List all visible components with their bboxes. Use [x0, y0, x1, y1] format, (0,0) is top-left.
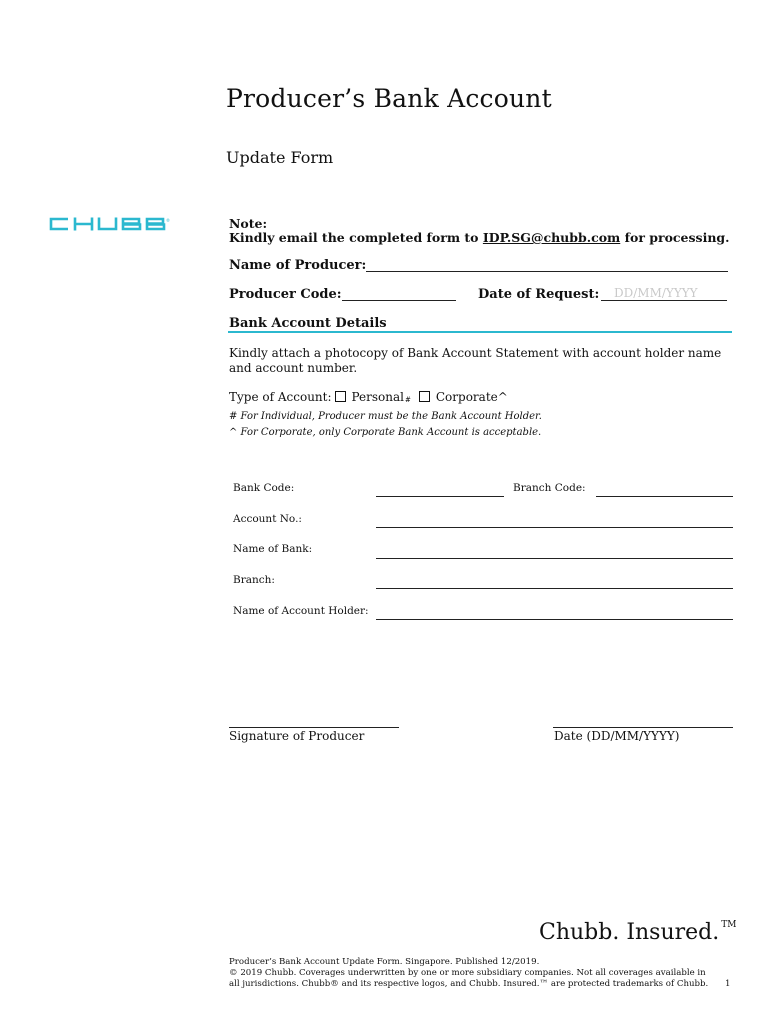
- bank-instruction: Kindly attach a photocopy of Bank Account Statement with account holder name and account number.: [229, 346, 722, 375]
- account-no-label: Account No.:: [233, 513, 302, 525]
- producer-code-field[interactable]: [342, 300, 456, 301]
- name-of-bank-field[interactable]: [376, 558, 733, 559]
- tagline-text: Chubb. Insured.: [539, 920, 720, 945]
- personal-mark: #: [405, 396, 411, 404]
- chubb-logo: [48, 216, 172, 236]
- bank-code-field[interactable]: [376, 496, 504, 497]
- footer-text: [229, 957, 709, 990]
- footnote-individual: # For Individual, Producer must be the Bank Account Holder.: [229, 411, 542, 422]
- account-type-label: Type of Account:: [229, 390, 332, 404]
- bank-section-heading: Bank Account Details: [229, 316, 387, 331]
- corporate-checkbox[interactable]: [419, 391, 430, 402]
- brand-tagline: [539, 920, 736, 945]
- account-holder-label: Name of Account Holder:: [233, 605, 369, 617]
- tagline-tm: TM: [721, 920, 737, 930]
- note-text-before: Kindly email the completed form to: [229, 230, 483, 245]
- signature-date-field[interactable]: [553, 727, 733, 728]
- corporate-option-label: Corporate^: [435, 390, 508, 404]
- date-of-request-placeholder: DD/MM/YYYY: [614, 286, 698, 300]
- footer-line-1: Producer’s Bank Account Update Form. Singapore. Published 12/2019.: [229, 957, 540, 967]
- footnote-corporate: ^ For Corporate, only Corporate Bank Account is acceptable.: [229, 427, 542, 438]
- date-of-request-label: Date of Request:: [478, 287, 600, 302]
- footer-line-3: all jurisdictions. Chubb® and its respective logos, and Chubb. Insured.™ are protected trademarks of Chubb.: [229, 979, 709, 989]
- producer-code-label: Producer Code:: [229, 287, 342, 302]
- account-holder-field[interactable]: [376, 619, 733, 620]
- svg-text:®: ®: [166, 218, 170, 223]
- signature-date-label: Date (DD/MM/YYYY): [554, 729, 680, 743]
- personal-option-label: Personal: [351, 390, 404, 404]
- email-link[interactable]: IDP.SG@chubb.com: [482, 230, 621, 245]
- name-of-producer-field[interactable]: [366, 271, 728, 272]
- account-type-row: [229, 390, 508, 404]
- note-text: [229, 230, 730, 245]
- branch-field[interactable]: [376, 588, 733, 589]
- note-text-after: for processing.: [620, 230, 730, 245]
- signature-field[interactable]: [229, 727, 399, 728]
- account-no-field[interactable]: [376, 527, 733, 528]
- bank-code-label: Bank Code:: [233, 482, 295, 494]
- page-title: Producer’s Bank Account: [226, 84, 552, 113]
- chubb-logo-graphic: [48, 216, 172, 232]
- page-subtitle: Update Form: [226, 148, 334, 167]
- name-of-producer-label: Name of Producer:: [229, 258, 367, 273]
- personal-checkbox[interactable]: [335, 391, 346, 402]
- date-of-request-field[interactable]: [601, 300, 727, 301]
- page-number: 1: [725, 979, 731, 989]
- footer-line-2: © 2019 Chubb. Coverages underwritten by one or more subsidiary companies. Not all coverages available in: [229, 968, 706, 978]
- signature-label: Signature of Producer: [229, 729, 365, 743]
- name-of-bank-label: Name of Bank:: [233, 543, 313, 555]
- branch-label: Branch:: [233, 574, 275, 586]
- branch-code-field[interactable]: [596, 496, 733, 497]
- branch-code-label: Branch Code:: [513, 482, 586, 494]
- note-label: Note:: [229, 216, 268, 231]
- section-divider: [228, 331, 732, 333]
